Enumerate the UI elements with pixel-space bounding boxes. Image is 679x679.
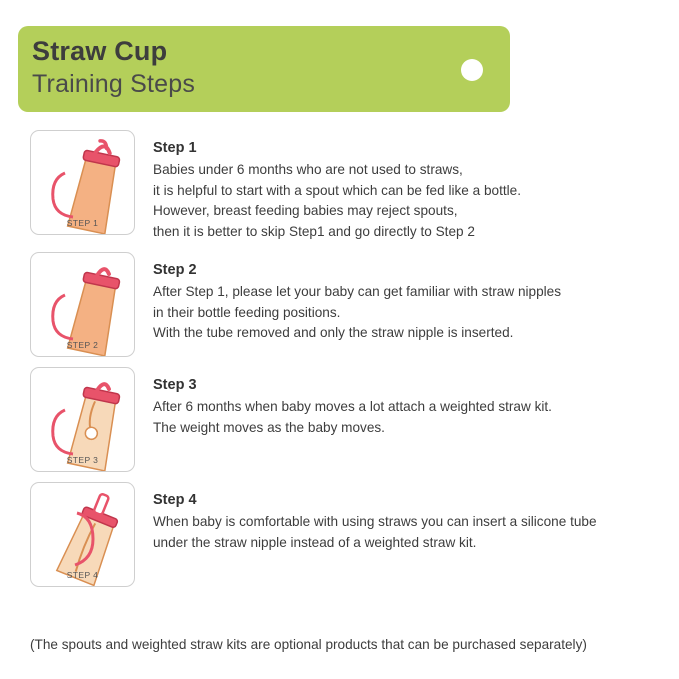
step-1-thumbnail: [30, 130, 135, 235]
header-banner: [18, 26, 510, 112]
step-4-line-2: under the straw nipple instead of a weighted straw kit.: [153, 534, 477, 550]
page-subtitle: Training Steps: [32, 70, 196, 98]
list-item: [0, 130, 679, 242]
list-item: [0, 482, 679, 587]
step-3-title: Step 3: [153, 377, 197, 393]
step-2-text: [153, 252, 679, 344]
step-1-line-1: Babies under 6 months who are not used to straws,: [153, 162, 463, 177]
footer-note: (The spouts and weighted straw kits are optional products that can be purchased separately): [30, 637, 587, 652]
step-3-line-1: After 6 months when baby moves a lot attach a weighted straw kit.: [153, 399, 552, 414]
step-3-line-2: The weight moves as the baby moves.: [153, 419, 385, 435]
step-3-thumbnail-label: STEP 3: [66, 455, 99, 465]
step-1-line-4: then it is better to skip Step1 and go directly to Step 2: [153, 223, 475, 239]
step-3-text: [153, 367, 679, 438]
step-2-thumbnail-label: STEP 2: [66, 340, 99, 350]
list-item: [0, 252, 679, 357]
step-1-title: Step 1: [153, 140, 197, 156]
step-4-title: Step 4: [153, 492, 197, 508]
header-texts: [32, 34, 195, 100]
step-4-line-1: When baby is comfortable with using straws you can insert a silicone tube: [153, 514, 597, 529]
step-4-thumbnail-label: STEP 4: [66, 570, 99, 580]
list-item: [0, 367, 679, 472]
step-2-thumbnail: [30, 252, 135, 357]
step-2-line-3: With the tube removed and only the straw nipple is inserted.: [153, 325, 514, 340]
step-4-text: [153, 482, 679, 553]
steps-list: [0, 130, 679, 597]
step-1-text: [153, 130, 679, 242]
page-title: Straw Cup: [32, 36, 168, 66]
step-4-thumbnail: [30, 482, 135, 587]
step-1-line-2: it is helpful to start with a spout which can be fed like a bottle.: [153, 182, 521, 198]
white-circle-icon: [461, 59, 483, 81]
step-1-thumbnail-label: STEP 1: [66, 218, 99, 228]
step-2-title: Step 2: [153, 262, 197, 278]
step-1-line-3: However, breast feeding babies may reject spouts,: [153, 203, 458, 218]
step-2-line-2: in their bottle feeding positions.: [153, 304, 341, 320]
step-3-thumbnail: [30, 367, 135, 472]
step-2-line-1: After Step 1, please let your baby can get familiar with straw nipples: [153, 284, 562, 299]
